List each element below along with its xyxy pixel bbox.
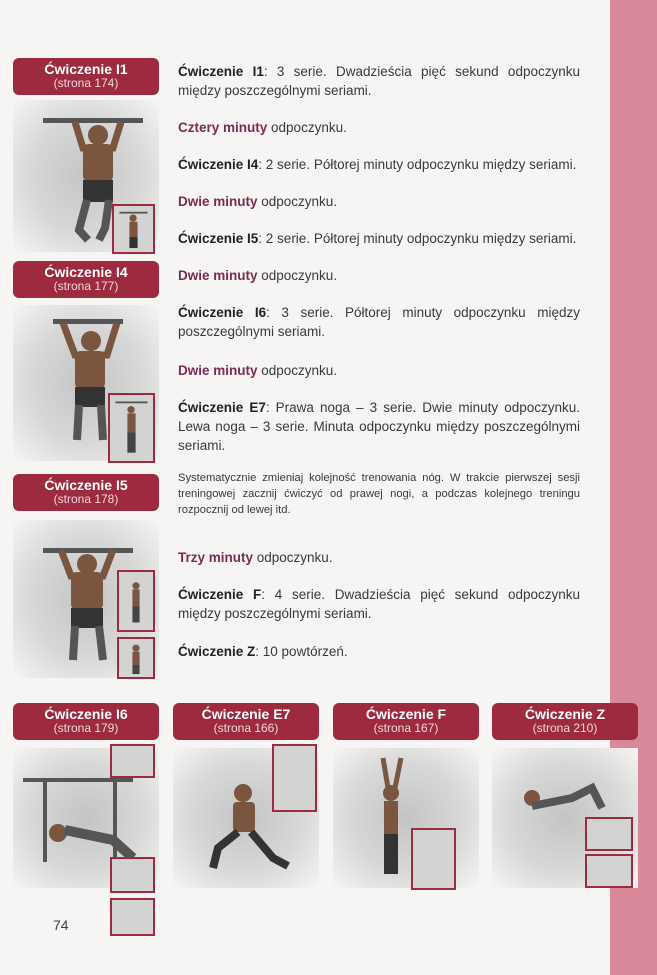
photo-exercise-f xyxy=(333,748,479,888)
exercise-name: Ćwiczenie I4 xyxy=(178,157,259,172)
exercise-name: Ćwiczenie I6 xyxy=(178,305,267,320)
paragraph-text: : 3 serie. Dwadzieścia pięć sekund odpoczynku między poszczególnymi seriami. xyxy=(178,64,580,98)
label-page-ref: (strona 178) xyxy=(53,492,119,507)
chinup-thumb-illustration xyxy=(110,395,153,461)
pullup-thumb-illustration xyxy=(114,206,153,252)
paragraph-exercise-i5 xyxy=(178,229,580,248)
paragraph-exercise-e7 xyxy=(178,398,580,455)
label-page-ref: (strona 177) xyxy=(53,279,119,294)
label-exercise-i4 xyxy=(13,261,159,298)
label-page-ref: (strona 174) xyxy=(53,76,119,91)
thumb-exercise-i4 xyxy=(108,393,155,463)
label-exercise-i1 xyxy=(13,58,159,95)
exercise-name: Ćwiczenie Z xyxy=(178,644,256,659)
rest-duration: Trzy minuty xyxy=(178,550,254,565)
label-title: Ćwiczenie I4 xyxy=(44,264,128,280)
label-title: Ćwiczenie I5 xyxy=(44,477,128,493)
page-number: 74 xyxy=(53,917,69,933)
label-exercise-e7 xyxy=(173,703,319,740)
label-exercise-i6 xyxy=(13,703,159,740)
paragraph-exercise-i6 xyxy=(178,303,580,341)
label-exercise-z xyxy=(492,703,638,740)
wide-pullup-thumb-illustration xyxy=(119,572,153,630)
label-title: Ćwiczenie E7 xyxy=(201,706,291,722)
label-title: Ćwiczenie I1 xyxy=(44,61,128,77)
paragraph-rest-5 xyxy=(178,548,580,567)
thumb-exercise-i6-b xyxy=(110,857,155,893)
paragraph-exercise-z xyxy=(178,642,580,661)
paragraph-text: : 2 serie. Półtorej minuty odpoczynku między seriami. xyxy=(258,157,577,172)
label-page-ref: (strona 166) xyxy=(213,721,279,736)
label-page-ref: (strona 179) xyxy=(53,721,119,736)
label-page-ref: (strona 167) xyxy=(373,721,439,736)
thumb-exercise-i6-c xyxy=(110,898,155,936)
label-title: Ćwiczenie Z xyxy=(524,706,606,722)
paragraph-note: Systematycznie zmieniaj kolejność trenowania nóg. W trakcie pierwszej sesji treningowej zacznij ćwiczyć od prawej nogi, a podczas kolejnego treningu rozpocznij od lewej itd. xyxy=(178,472,580,516)
exercise-name: Ćwiczenie I5 xyxy=(178,231,259,246)
thumb-exercise-z-a xyxy=(585,817,633,851)
paragraph-text: : 4 serie. Dwadzieścia pięć sekund odpoczynku między poszczególnymi seriami. xyxy=(178,587,580,621)
label-title: Ćwiczenie I6 xyxy=(44,706,128,722)
thumb-exercise-z-b xyxy=(585,854,633,888)
paragraph-text: : 3 serie. Półtorej minuty odpoczynku między poszczególnymi seriami. xyxy=(178,305,580,339)
exercise-name: Ćwiczenie E7 xyxy=(178,400,266,415)
thumb-exercise-i1 xyxy=(112,204,155,254)
paragraph-text: odpoczynku. xyxy=(257,268,338,283)
label-exercise-i5 xyxy=(13,474,159,511)
exercise-name: Ćwiczenie I1 xyxy=(178,64,264,79)
thumb-exercise-i6-a xyxy=(110,744,155,778)
paragraph-exercise-i1 xyxy=(178,62,580,100)
paragraph-text: : 2 serie. Półtorej minuty odpoczynku między seriami. xyxy=(258,231,577,246)
standing-reach-figure-illustration xyxy=(333,748,479,888)
label-title: Ćwiczenie F xyxy=(365,706,447,722)
rest-duration: Cztery minuty xyxy=(178,120,268,135)
exercise-name: Ćwiczenie F xyxy=(178,587,262,602)
rest-duration: Dwie minuty xyxy=(178,363,258,378)
wide-pullup-thumb-illustration xyxy=(119,639,153,677)
thumb-exercise-i5-b xyxy=(117,637,155,679)
paragraph-text: odpoczynku. xyxy=(253,550,333,565)
thumb-exercise-f xyxy=(411,828,456,890)
thumb-exercise-e7 xyxy=(272,744,317,812)
label-page-ref: (strona 210) xyxy=(532,721,598,736)
rest-duration: Dwie minuty xyxy=(178,268,258,283)
paragraph-text: : Prawa noga – 3 serie. Dwie minuty odpoczynku. Lewa noga – 3 serie. Minuta odpoczynku między poszczególnymi seriami. xyxy=(178,400,580,453)
paragraph-rest-2 xyxy=(178,192,580,211)
thumb-exercise-i5-a xyxy=(117,570,155,632)
label-exercise-f xyxy=(333,703,479,740)
paragraph-text: odpoczynku. xyxy=(267,120,347,135)
paragraph-rest-4 xyxy=(178,361,580,380)
paragraph-exercise-f xyxy=(178,585,580,623)
paragraph-text: odpoczynku. xyxy=(257,363,338,378)
paragraph-rest-1 xyxy=(178,118,580,137)
paragraph-exercise-i4 xyxy=(178,155,580,174)
rest-duration: Dwie minuty xyxy=(178,194,258,209)
paragraph-rest-3 xyxy=(178,266,580,285)
paragraph-text: odpoczynku. xyxy=(257,194,338,209)
paragraph-text: : 10 powtórzeń. xyxy=(255,644,348,659)
